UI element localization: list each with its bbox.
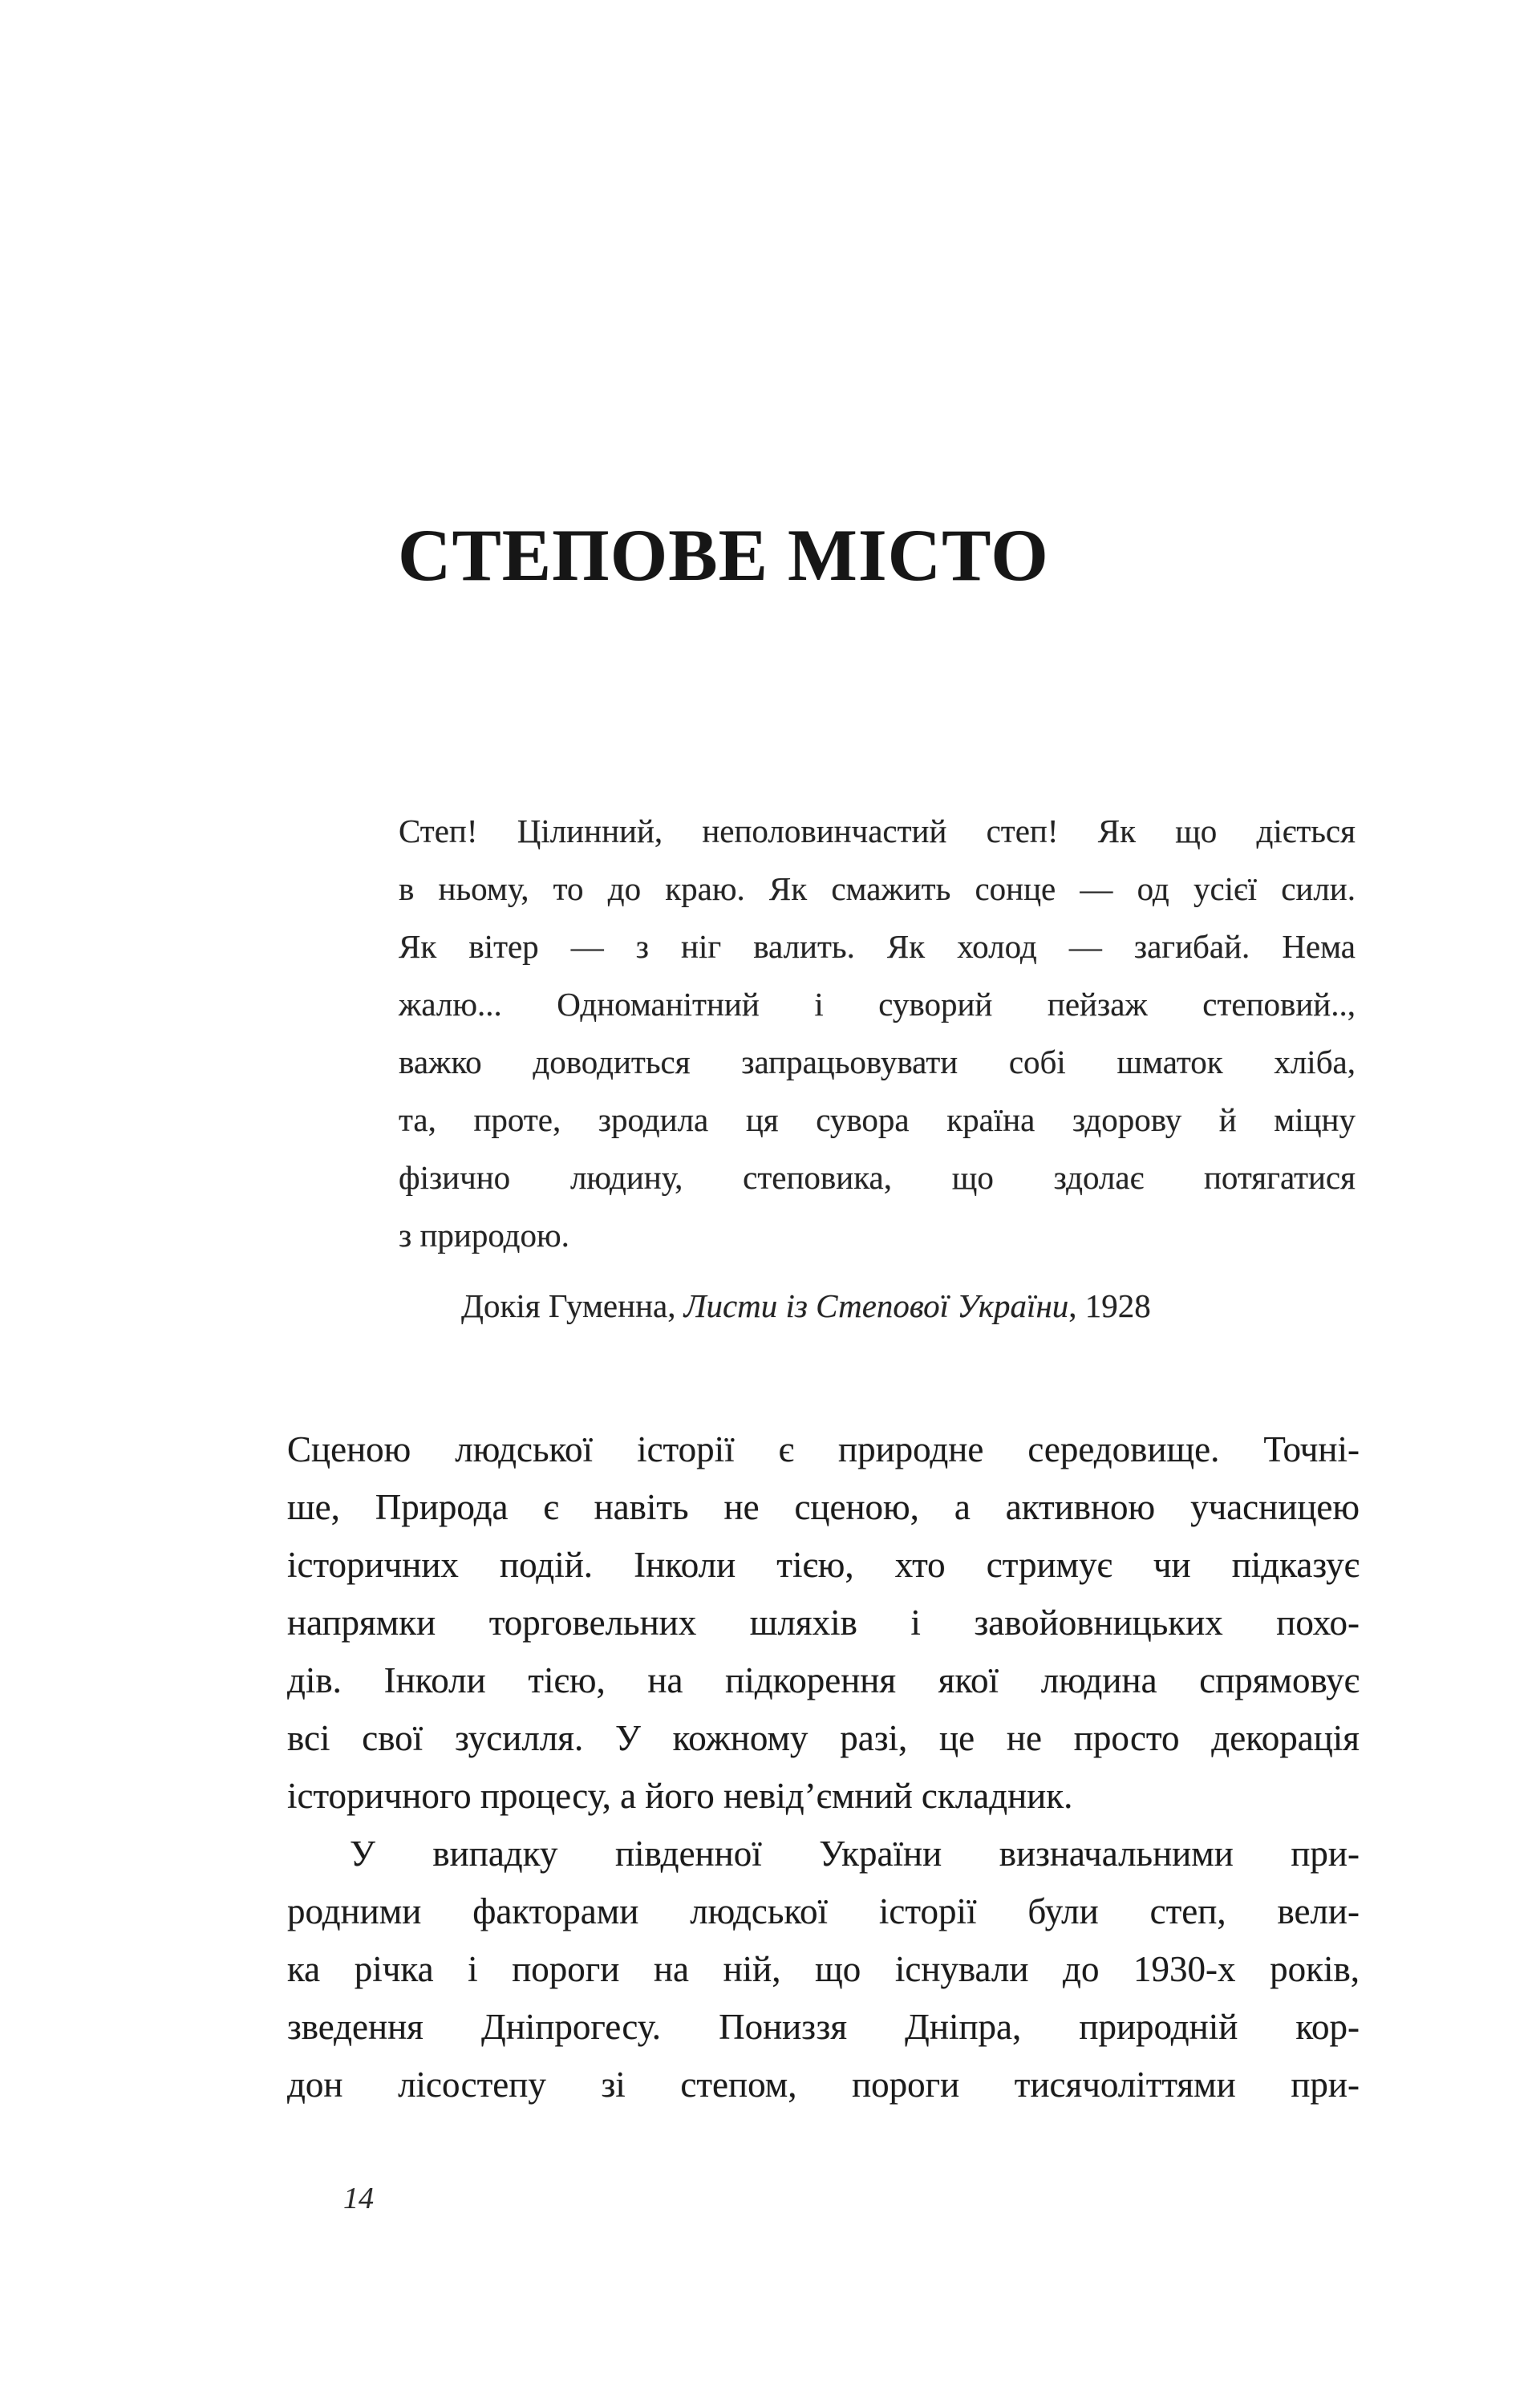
body-line: історичних подій. Інколи тією, хто стримує чи підказує: [287, 1545, 1360, 1585]
epigraph: [399, 802, 1356, 1264]
body-line: дів. Інколи тією, на підкорення якої людина спрямовує: [287, 1660, 1360, 1700]
epigraph-line: жалю... Одноманітний і суворий пейзаж степовий..,: [399, 986, 1356, 1023]
attribution-author: Докія Гуменна,: [461, 1287, 684, 1324]
body-line: зведення Дніпрогесу. Пониззя Дніпра, природній кор-: [287, 2007, 1360, 2047]
body-line: історичного процесу, а його невід’ємний складник.: [287, 1776, 1073, 1816]
epigraph-line: з природою.: [399, 1217, 569, 1254]
page-title: СТЕПОВЕ МІСТО: [398, 513, 1049, 596]
epigraph-line: Степ! Цілинний, неполовинчастий степ! Як що діється: [399, 813, 1356, 849]
body-line: родними факторами людської історії були степ, вели-: [287, 1891, 1360, 1931]
body-text: [287, 1420, 1360, 2113]
epigraph-line: та, проте, зродила ця сувора країна здорову й міцну: [399, 1101, 1356, 1138]
epigraph-line: фізично людину, степовика, що здолає потягатися: [399, 1159, 1356, 1196]
epigraph-line: Як вітер — з ніг валить. Як холод — загибай. Нема: [399, 928, 1356, 965]
attribution-work-title: Листи із Степової України: [683, 1287, 1069, 1324]
epigraph-line: важко доводиться запрацьовувати собі шматок хліба,: [399, 1044, 1356, 1080]
body-line: У випадку південної України визначальними при-: [350, 1834, 1360, 1874]
epigraph-attribution: [461, 1287, 1151, 1325]
body-line: Сценою людської історії є природне середовище. Точні-: [287, 1429, 1360, 1469]
attribution-year: , 1928: [1068, 1287, 1151, 1324]
body-line: дон лісостепу зі степом, пороги тисячоліттями при-: [287, 2065, 1360, 2105]
body-line: напрямки торговельних шляхів і завойовницьких похо-: [287, 1603, 1360, 1643]
body-line: ше, Природа є навіть не сценою, а активною учасницею: [287, 1487, 1360, 1527]
body-line: всі свої зусилля. У кожному разі, це не просто декорація: [287, 1718, 1360, 1758]
epigraph-line: в ньому, то до краю. Як смажить сонце — од усієї сили.: [399, 870, 1356, 907]
body-line: ка річка і пороги на ній, що існували до 1930-х років,: [287, 1949, 1360, 1989]
page-number: 14: [343, 2182, 374, 2215]
